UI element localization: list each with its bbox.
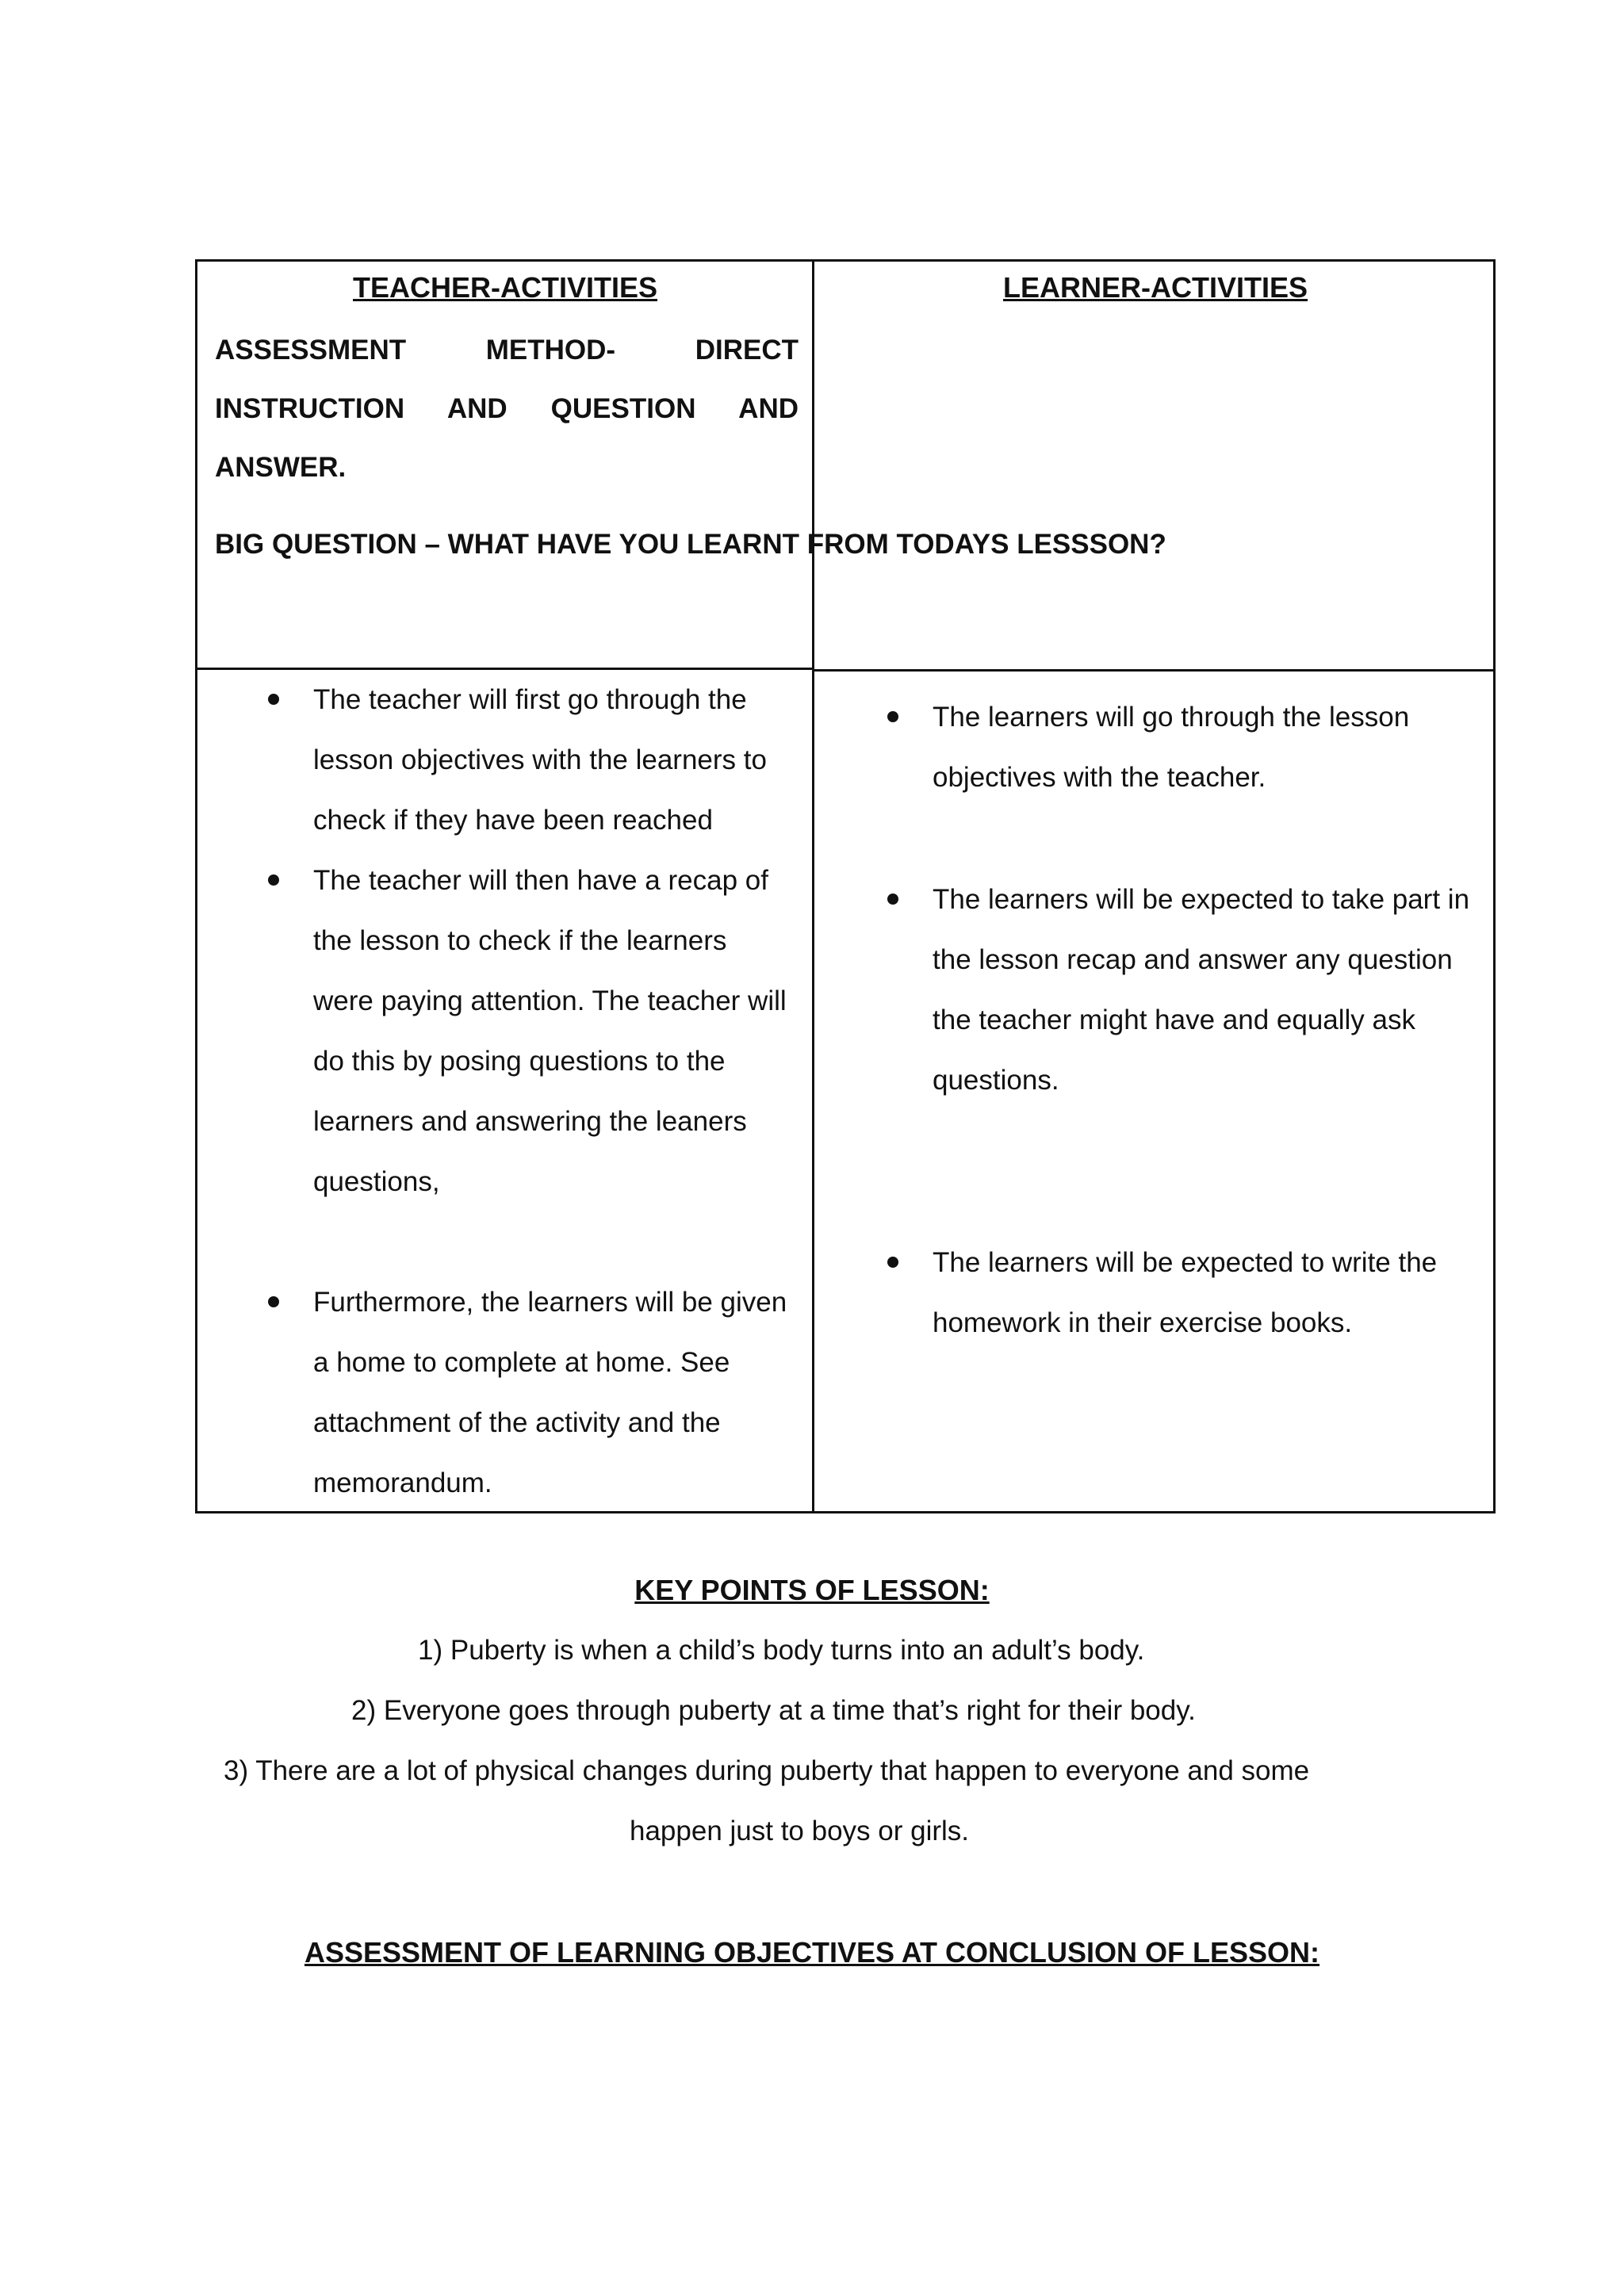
- learner-activity-item: [933, 870, 1480, 1111]
- teacher-activity-text: The teacher will first go through the lesson objectives with the learners to check if they have been reached: [313, 684, 767, 836]
- lesson-activities-table: [195, 259, 1496, 1513]
- key-point-3-continuation: happen just to boys or girls.: [630, 1816, 970, 1846]
- teacher-activity-text: Furthermore, the learners will be given a home to complete at home. See attachment of the activity and the memorandum.: [313, 1287, 787, 1498]
- learner-activities-cell: [814, 672, 1496, 1513]
- key-points-heading: KEY POINTS OF LESSON:: [634, 1574, 990, 1606]
- key-point-1: 1) Puberty is when a child’s body turns into an adult’s body.: [418, 1635, 1145, 1666]
- assessment-objectives-heading: ASSESSMENT OF LEARNING OBJECTIVES AT CONCLUSION OF LESSON:: [304, 1936, 1320, 1969]
- key-point-2: 2) Everyone goes through puberty at a time that’s right for their body.: [351, 1695, 1196, 1726]
- big-question-text: BIG QUESTION – WHAT HAVE YOU LEARNT FROM TODAYS LESSSON?: [215, 529, 1166, 560]
- bullet-icon: [887, 711, 898, 722]
- learner-header-cell: [814, 262, 1496, 668]
- teacher-header-cell: [197, 262, 813, 668]
- assessment-method-text: ASSESSMENT METHOD- DIRECT INSTRUCTION AND QUESTION AND ANSWER.: [215, 335, 799, 483]
- learner-activity-text: The learners will be expected to write the homework in their exercise books.: [933, 1247, 1438, 1338]
- bullet-icon: [268, 874, 279, 886]
- bullet-icon: [268, 694, 279, 705]
- teacher-activity-item: [313, 670, 789, 851]
- bullet-icon: [887, 1257, 898, 1268]
- key-point-3: 3) There are a lot of physical changes during puberty that happen to everyone and some: [224, 1755, 1310, 1786]
- teacher-activity-item: [313, 851, 789, 1212]
- teacher-activity-text: The teacher will then have a recap of the lesson to check if the learners were paying attention. The teacher will do this by posing questions to the learners and answering the leaners questions,: [313, 865, 787, 1197]
- learner-activity-text: The learners will go through the lesson objectives with the teacher.: [933, 702, 1410, 793]
- learner-activities-heading: LEARNER-ACTIVITIES: [1002, 271, 1308, 304]
- learner-activity-text: The learners will be expected to take part in the lesson recap and answer any question the teacher might have and equally ask questions.: [933, 884, 1470, 1096]
- teacher-activity-item: [313, 1272, 789, 1513]
- teacher-activities-heading: TEACHER-ACTIVITIES: [352, 271, 657, 304]
- bullet-icon: [268, 1296, 279, 1307]
- learner-activity-item: [933, 1233, 1480, 1353]
- teacher-activities-cell: [197, 670, 813, 1513]
- learner-activity-item: [933, 687, 1480, 808]
- bullet-icon: [887, 894, 898, 905]
